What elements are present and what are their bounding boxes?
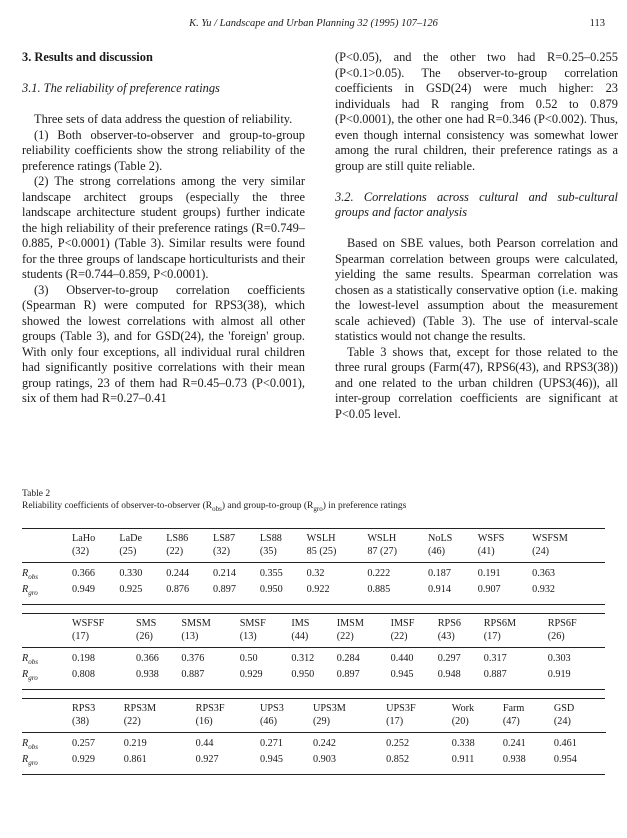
table-cell: 0.897 — [336, 668, 360, 680]
table-caption — [22, 500, 612, 515]
column-header — [386, 699, 452, 733]
table-cell: 0.242 — [313, 738, 336, 749]
column-header — [196, 699, 260, 733]
table-cell: 0.271 — [260, 738, 283, 749]
column-header — [478, 529, 532, 563]
row-label-sub: gro — [28, 758, 38, 767]
row-label-sub: gro — [28, 588, 38, 597]
header-corner — [22, 529, 72, 563]
group-name: RPS3F — [195, 703, 225, 714]
group-name: NoLS — [428, 533, 453, 544]
group-size: (22) — [336, 630, 354, 642]
group-size: (22) — [166, 545, 184, 557]
table-row — [22, 568, 605, 584]
group-size: (24) — [532, 545, 550, 557]
table-cell: 0.945 — [390, 668, 414, 680]
group-size: (46) — [260, 715, 277, 727]
running-head — [22, 18, 605, 32]
table-cell: 0.330 — [119, 568, 143, 579]
body-paragraph: Table 3 shows that, except for those related to the three rural groups (Farm(47), RPS6(43), and RPS3(38)) and one related to the urban children (UPS3(46)), all inter-group correlation coefficients are significant at P<0.05 level. — [335, 344, 618, 421]
column-header — [240, 614, 292, 648]
group-size: (17) — [72, 630, 89, 642]
column-header — [291, 614, 336, 648]
group-size: (13) — [239, 630, 257, 642]
group-name: IMSM — [336, 618, 364, 629]
group-size: (44) — [291, 630, 309, 642]
table-cell: 0.241 — [502, 738, 526, 749]
row-label-main: R — [22, 583, 29, 595]
caption-text: ) in preference ratings — [322, 501, 407, 511]
table-cell: 0.284 — [336, 653, 360, 664]
column-header — [307, 529, 368, 563]
column-header — [260, 529, 307, 563]
group-name: WSLH — [367, 533, 397, 544]
column-header — [72, 529, 119, 563]
group-size: (47) — [502, 715, 520, 727]
table-cell: 0.861 — [123, 753, 147, 765]
table-row — [22, 584, 605, 605]
group-size: (24) — [553, 715, 571, 727]
group-size: (35) — [259, 545, 277, 557]
table-cell: 0.187 — [428, 568, 451, 579]
group-name: RPS6F — [547, 618, 577, 629]
table-cell: 0.303 — [547, 653, 571, 664]
group-name: RPS3M — [123, 703, 157, 714]
group-size: (20) — [451, 715, 469, 727]
group-size: (46) — [428, 545, 445, 557]
table-cell: 0.919 — [547, 668, 571, 680]
column-header — [438, 614, 484, 648]
group-name: RPS6M — [483, 618, 517, 629]
table-cell: 0.907 — [477, 583, 501, 595]
column-header — [72, 614, 136, 648]
group-size: (22) — [390, 630, 408, 642]
table-cell: 0.925 — [119, 583, 143, 595]
group-name: UPS3M — [313, 703, 346, 714]
group-size: (26) — [547, 630, 565, 642]
group-name: GSD — [553, 703, 575, 714]
group-name: WSFS — [477, 533, 505, 544]
table-cell: 0.338 — [451, 738, 475, 749]
row-label — [22, 653, 72, 669]
table-cell: 0.929 — [72, 753, 95, 765]
group-name: IMSF — [390, 618, 415, 629]
group-size: 85 (25) — [306, 545, 337, 557]
table-block — [22, 613, 605, 690]
table-cell: 0.897 — [213, 583, 236, 595]
group-name: WSFSF — [72, 618, 105, 629]
group-name: SMSM — [181, 618, 211, 629]
group-size: (16) — [195, 715, 213, 727]
table-cell: 0.808 — [72, 668, 95, 680]
group-name: LaHo — [72, 533, 96, 544]
column-header — [136, 614, 181, 648]
caption-sub: gro — [313, 504, 323, 513]
group-name: LS87 — [213, 533, 236, 544]
column-header — [213, 529, 260, 563]
group-size: (13) — [181, 630, 199, 642]
table-cell: 0.214 — [213, 568, 236, 579]
group-name: UPS3F — [386, 703, 416, 714]
table-cell: 0.297 — [437, 653, 461, 664]
table-cell: 0.948 — [437, 668, 461, 680]
table-cell: 0.903 — [313, 753, 336, 765]
table-cell: 0.363 — [532, 568, 556, 579]
subsection-heading: 3.2. Correlations across cultural and sub-cultural groups and factor analysis — [335, 189, 618, 219]
running-head-text: K. Yu / Landscape and Urban Planning 32 (1995) 107–126 — [189, 18, 438, 29]
table-cell: 0.950 — [291, 668, 315, 680]
group-size: (17) — [483, 630, 501, 642]
group-size: 87 (27) — [367, 545, 398, 557]
column-header — [503, 699, 554, 733]
caption-text: ) and group-to-group (R — [221, 501, 314, 511]
table-row — [22, 669, 605, 690]
table-cell: 0.317 — [483, 653, 507, 664]
row-label — [22, 738, 72, 754]
body-paragraph: (2) The strong correlations among the very similar landscape architect groups (especially the three landscape architecture student groups) further indicate the high reliability of their preference ratings (R=0.749–0.885, P<0.0001) (Table 3). Similar results were found for the three groups of landscape horticulturists and their students (R=0.744–0.859, P<0.0001). — [22, 174, 305, 281]
row-label — [22, 584, 72, 605]
caption-sub: obs — [212, 504, 222, 513]
table-cell: 0.927 — [195, 753, 219, 765]
group-name: IMS — [291, 618, 310, 629]
group-name: SMS — [135, 618, 157, 629]
group-size: (25) — [119, 545, 137, 557]
table-cell: 0.950 — [259, 583, 283, 595]
row-label-sub: gro — [28, 673, 38, 682]
column-header — [452, 699, 503, 733]
table-cell: 0.852 — [386, 753, 410, 765]
group-size: (38) — [72, 715, 89, 727]
table-cell: 0.914 — [428, 583, 451, 595]
table-cell: 0.911 — [451, 753, 475, 765]
row-label-main: R — [22, 568, 29, 579]
column-header — [484, 614, 548, 648]
table-block — [22, 528, 605, 605]
group-name: LaDe — [119, 533, 142, 544]
caption-text: Reliability coefficients of observer-to-observer (R — [22, 501, 213, 511]
table-cell: 0.945 — [260, 753, 283, 765]
group-size: (32) — [213, 545, 230, 557]
column-header — [554, 699, 605, 733]
body-paragraph: (3) Observer-to-group correlation coefficients (Spearman R) were computed for RPS3(38), which showed the lowest correlations with almost all other groups (Table 3), and for GSD(24), the 'foreign' group. With only four exceptions, all individual rural children had significantly positive correlations with their mean group ratings, 23 of them had R=0.45–0.73 (P<0.001), six of them had R=0.27–0.41 — [22, 282, 305, 405]
page-number: 113 — [589, 18, 605, 29]
header-corner — [22, 614, 72, 648]
body-paragraph: (P<0.05), and the other two had R=0.25–0.255 (P<0.1>0.05). The observer-to-group correlation coefficients in GSD(24) were much higher: 23 individuals had R ranging from 0.52 to 0.879 (P<0.0001), the other one had R=0.346 (P<0.002). Thus, even though internal consistency was somewhat lower among the rural children, their preference ratings as a group are still quite reliable. — [335, 50, 618, 173]
column-header — [428, 529, 478, 563]
group-name: Farm — [502, 703, 525, 714]
spacer — [335, 221, 618, 237]
table-cell: 0.932 — [532, 583, 556, 595]
group-size: (17) — [386, 715, 404, 727]
group-name: SMSF — [239, 618, 266, 629]
row-label-sub: obs — [28, 573, 38, 582]
left-column — [22, 50, 305, 407]
group-size: (32) — [72, 545, 89, 557]
row-label-sub: obs — [28, 743, 38, 752]
column-header — [548, 614, 605, 648]
spacer — [22, 97, 305, 113]
group-name: LS88 — [259, 533, 282, 544]
body-paragraph: (1) Both observer-to-observer and group-to-group reliability coefficients show the strong reliability of the preference ratings (Table 2). — [22, 127, 305, 173]
row-label-main: R — [22, 753, 29, 765]
row-label-main: R — [22, 738, 29, 749]
column-header — [124, 699, 196, 733]
section-heading: 3. Results and discussion — [22, 50, 153, 64]
table-row — [22, 738, 605, 754]
row-label — [22, 754, 72, 775]
table-cell: 0.191 — [477, 568, 501, 579]
table-label: Table 2 — [22, 489, 51, 499]
table-cell: 0.32 — [306, 568, 325, 579]
table-cell: 0.366 — [72, 568, 95, 579]
table-cell: 0.949 — [72, 583, 95, 595]
column-header — [391, 614, 438, 648]
table-cell: 0.222 — [367, 568, 391, 579]
column-header — [337, 614, 391, 648]
row-label-main: R — [22, 668, 29, 680]
group-name: WSLH — [306, 533, 336, 544]
group-name: RPS3 — [72, 703, 96, 714]
table-cell: 0.876 — [166, 583, 190, 595]
body-paragraph: Based on SBE values, both Pearson correlation and Spearman correlation between groups were calculated, yielding the same results. Spearman correlation was chosen as a statistically conservative option (i.e. making the lowest-level assumption about the measurement scale achieved) (Table 3). The use of interval-scale statistics would not change the results. — [335, 236, 618, 343]
table-cell: 0.887 — [181, 668, 205, 680]
spacer — [22, 66, 305, 82]
column-header — [72, 699, 124, 733]
group-size: (26) — [135, 630, 153, 642]
group-name: WSFSM — [532, 533, 568, 544]
body-paragraph: Three sets of data address the question of reliability. — [34, 112, 293, 126]
column-header — [166, 529, 213, 563]
column-header — [313, 699, 386, 733]
column-header — [367, 529, 428, 563]
table-block — [22, 698, 605, 775]
table-row — [22, 653, 605, 669]
table-row — [22, 754, 605, 775]
column-header — [119, 529, 166, 563]
group-name: Work — [451, 703, 475, 714]
table-cell: 0.938 — [502, 753, 526, 765]
table-cell: 0.440 — [390, 653, 414, 664]
column-header — [181, 614, 239, 648]
row-label — [22, 568, 72, 584]
table-cell: 0.312 — [291, 653, 315, 664]
table-cell: 0.366 — [135, 653, 159, 664]
right-column — [335, 50, 618, 422]
table-cell: 0.887 — [483, 668, 507, 680]
subsection-heading: 3.1. The reliability of preference ratings — [22, 81, 220, 95]
row-label-main: R — [22, 653, 29, 664]
table-cell: 0.938 — [135, 668, 159, 680]
column-header — [260, 699, 313, 733]
table-cell: 0.376 — [181, 653, 205, 664]
table-cell: 0.929 — [239, 668, 263, 680]
group-name: RPS6 — [437, 618, 461, 629]
row-label-sub: obs — [28, 658, 38, 667]
table-cell: 0.954 — [553, 753, 577, 765]
table-cell: 0.198 — [72, 653, 95, 664]
table-cell: 0.461 — [553, 738, 577, 749]
row-label — [22, 669, 72, 690]
table-cell: 0.244 — [166, 568, 190, 579]
table-cell: 0.50 — [239, 653, 258, 664]
group-name: LS86 — [166, 533, 189, 544]
table-cell: 0.355 — [259, 568, 283, 579]
table-cell: 0.44 — [195, 738, 214, 749]
table-cell: 0.257 — [72, 738, 95, 749]
group-size: (43) — [437, 630, 455, 642]
header-corner — [22, 699, 72, 733]
table-cell: 0.885 — [367, 583, 391, 595]
column-header — [532, 529, 605, 563]
table-cell: 0.219 — [123, 738, 147, 749]
table-cell: 0.252 — [386, 738, 410, 749]
group-name: UPS3 — [260, 703, 284, 714]
group-size: (29) — [313, 715, 330, 727]
spacer — [335, 174, 618, 190]
group-size: (22) — [123, 715, 141, 727]
table-cell: 0.922 — [306, 583, 330, 595]
group-size: (41) — [477, 545, 495, 557]
